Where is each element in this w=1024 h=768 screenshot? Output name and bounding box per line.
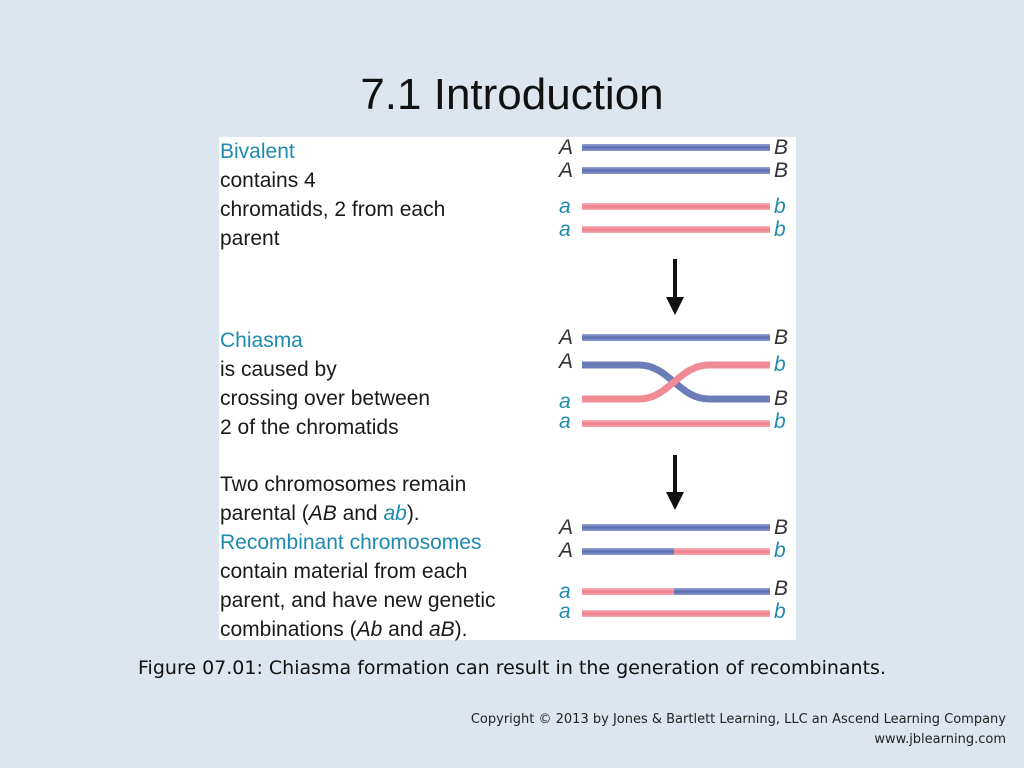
stage-2-chiasma xyxy=(557,326,788,433)
slide-title: 7.1 Introduction xyxy=(360,70,664,119)
down-arrow-icon xyxy=(666,259,684,315)
stage2-right-3: B xyxy=(774,387,789,410)
genotype-Ab: Ab xyxy=(356,618,383,641)
chromatid-diagram xyxy=(219,137,796,640)
recombinant-line-2-pre: parental ( xyxy=(220,502,309,525)
stage3-right-4: b xyxy=(774,600,786,623)
bivalent-line-1: contains 4 xyxy=(220,169,316,192)
chromatid-4-pink xyxy=(582,226,770,233)
stage2-left-2: A xyxy=(559,350,574,373)
stage1-right-2: B xyxy=(774,159,789,182)
recombinant-line-5: parent, and have new genetic xyxy=(220,589,496,612)
stage3-left-1: A xyxy=(559,516,574,539)
bivalent-heading: Bivalent xyxy=(220,140,295,163)
chromatid-3-pink xyxy=(582,203,770,210)
chiasma-heading: Chiasma xyxy=(220,329,303,352)
stage-1-bivalent xyxy=(557,137,788,241)
recombinant-aB-pink-segment xyxy=(582,588,674,595)
crossover-pink-strand xyxy=(582,365,770,399)
publisher-url: www.jblearning.com xyxy=(874,732,1006,747)
genotype-aB: aB xyxy=(428,618,455,641)
chiasma-line-2: crossing over between xyxy=(220,387,431,410)
stage3-left-2: A xyxy=(559,539,574,562)
stage-3-recombinants xyxy=(557,516,788,623)
stage3-left-4: a xyxy=(559,600,571,623)
recombinant-heading: Recombinant chromosomes xyxy=(220,531,482,554)
chromatid-1-blue xyxy=(582,334,770,341)
chiasma-line-3: 2 of the chromatids xyxy=(220,416,399,439)
stage2-right-2: b xyxy=(774,353,786,376)
stage2-left-1: A xyxy=(559,326,574,349)
recombinant-line-1: Two chromosomes remain xyxy=(220,473,467,496)
chromatid-2-blue xyxy=(582,167,770,174)
figure-panel xyxy=(219,137,796,640)
stage3-left-3: a xyxy=(559,580,571,603)
stage1-right-1: B xyxy=(774,137,789,159)
recombinant-line-2-and: and xyxy=(336,502,384,525)
stage1-left-2: A xyxy=(559,159,574,182)
stage3-right-1: B xyxy=(774,516,789,539)
copyright-line: Copyright © 2013 by Jones & Bartlett Learning, LLC an Ascend Learning Company xyxy=(470,712,1006,727)
chromatid-1-blue xyxy=(582,144,770,151)
recombinant-aB-blue-segment xyxy=(674,588,770,595)
stage1-right-4: b xyxy=(774,218,786,241)
stage2-left-3: a xyxy=(559,390,571,413)
recombinant-line-2-post: ). xyxy=(406,502,420,525)
recombinant-line-4: contain material from each xyxy=(220,560,468,583)
genotype-AB: AB xyxy=(308,502,337,525)
recombinant-Ab-blue-segment xyxy=(582,548,674,555)
genotype-ab: ab xyxy=(383,502,407,525)
bivalent-line-2: chromatids, 2 from each xyxy=(220,198,446,221)
stage2-right-4: b xyxy=(774,410,786,433)
recombinant-line-6-and: and xyxy=(382,618,429,641)
parental-AB-chromatid xyxy=(582,524,770,531)
recombinant-line-6-post: ). xyxy=(454,618,468,641)
bivalent-line-3: parent xyxy=(220,227,280,250)
recombinant-line-6-pre: combinations ( xyxy=(220,618,357,641)
copyright-notice xyxy=(471,710,1006,750)
stage1-left-1: A xyxy=(559,137,574,159)
parental-ab-chromatid xyxy=(582,610,770,617)
chromatid-4-pink xyxy=(582,420,770,427)
stage3-right-3: B xyxy=(774,577,789,600)
stage3-right-2: b xyxy=(774,539,786,562)
stage2-left-4: a xyxy=(559,410,571,433)
chiasma-line-1: is caused by xyxy=(220,358,337,381)
stage1-left-4: a xyxy=(559,218,571,241)
stage1-right-3: b xyxy=(774,195,786,218)
stage1-left-3: a xyxy=(559,195,571,218)
down-arrow-icon xyxy=(666,455,684,510)
recombinant-Ab-pink-segment xyxy=(674,548,770,555)
stage2-right-1: B xyxy=(774,326,789,349)
figure-caption: Figure 07.01: Chiasma formation can result in the generation of recombinants. xyxy=(138,657,886,679)
